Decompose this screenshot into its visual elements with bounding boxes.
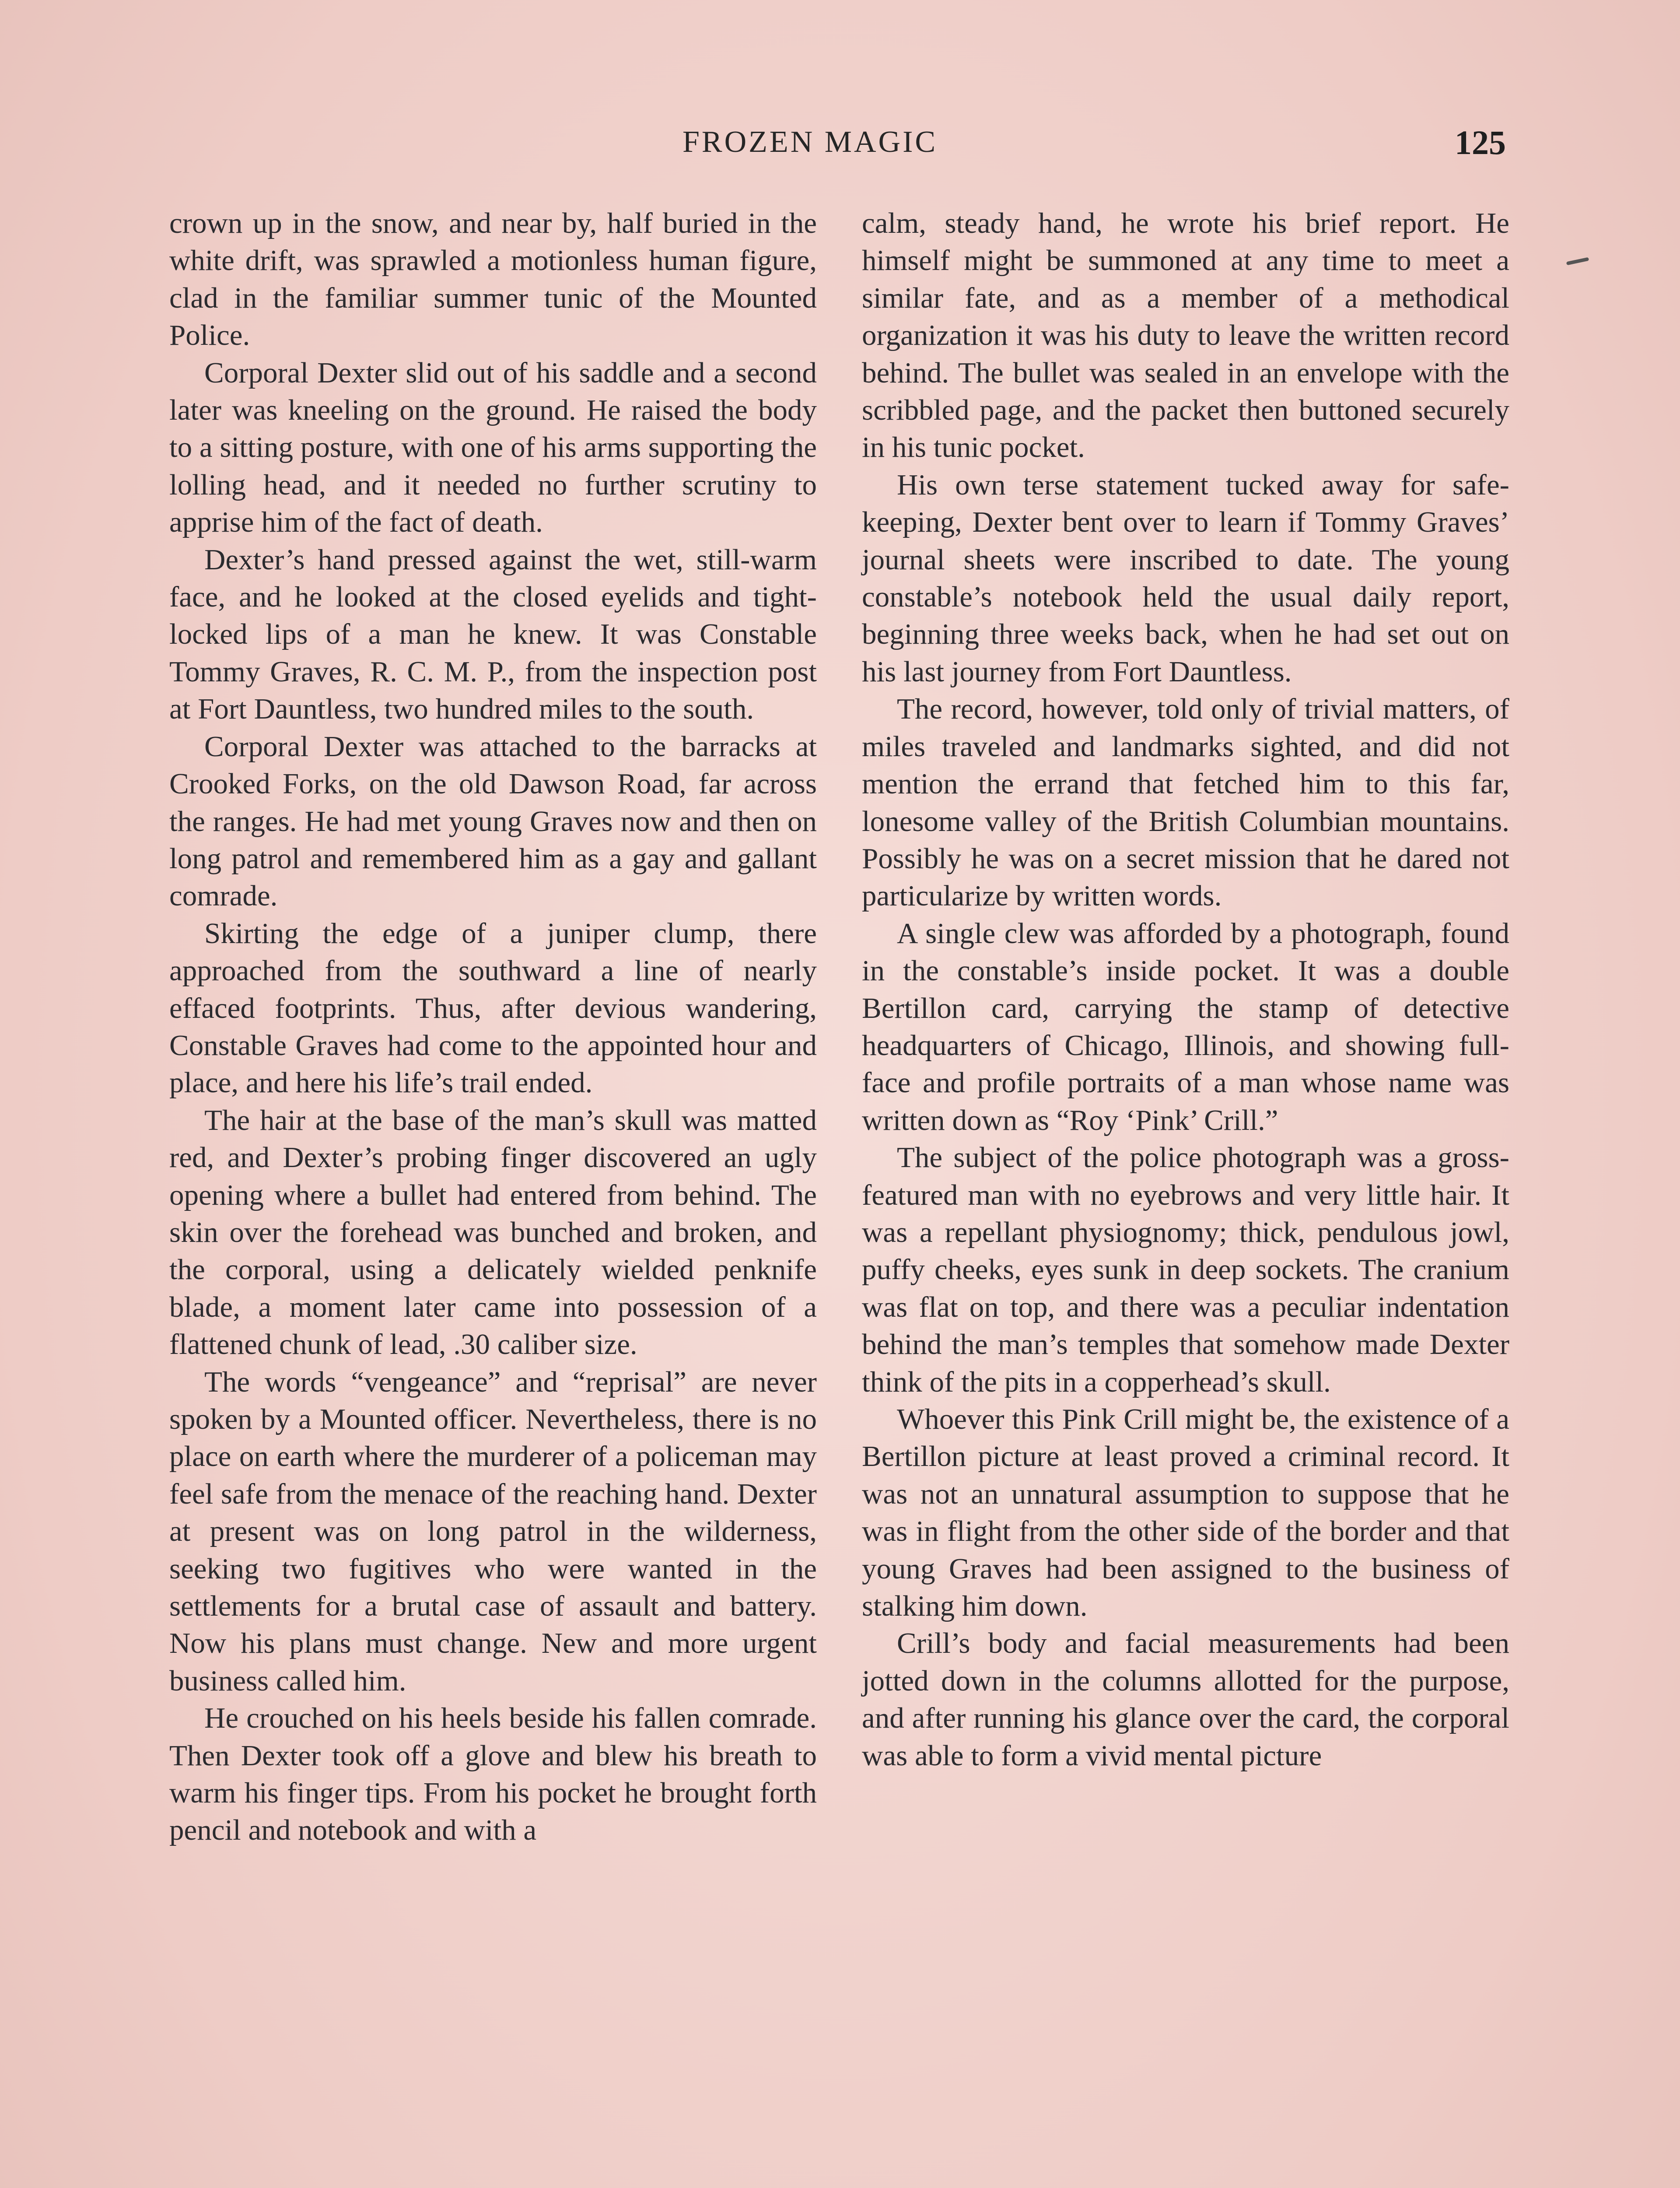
page-header <box>0 125 1680 177</box>
paragraph: He crouched on his heels beside his fallen comrade. Then Dexter took off a glove and blew his breath to warm his finger tips. From his pocket he brought forth pencil and notebook and with a <box>169 1702 817 1847</box>
paragraph: The subject of the police photograph was a gross-featured man with no eyebrows and very little hair. It was a repellant physiognomy; thick, pendulous jowl, puffy cheeks, eyes sunk in deep sockets. The cranium was flat on top, and there was a peculiar indentation behind the man’s temples that somehow made Dexter think of the pits in a copperhead’s skull. <box>862 1141 1509 1398</box>
paragraph: The record, however, told only of trivial matters, of miles traveled and landmarks sighted, and did not mention the errand that fetched him to this far, lonesome valley of the British Columbian mountains. Possibly he was on a secret mission that he dared not particularize by written words. <box>862 693 1509 912</box>
paragraph: Skirting the edge of a juniper clump, there approached from the southward a line of nearly effaced footprints. Thus, after devious wandering, Constable Graves had come to the appointed hour and place, and here his life’s trail ended. <box>169 917 817 1099</box>
paragraph: crown up in the snow, and near by, half buried in the white drift, was sprawled a motionless human figure, clad in the familiar summer tunic of the Mounted Police. <box>169 207 817 352</box>
paragraph: Crill’s body and facial measurements had been jotted down in the columns allotted for the purpose, and after running his glance over the card, the corporal was able to form a vivid mental picture <box>862 1627 1509 1772</box>
paragraph: Corporal Dexter slid out of his saddle and a second later was kneeling on the ground. He raised the body to a sitting posture, with one of his arms supporting the lolling head, and it needed no further scrutiny to apprise him of the fact of death. <box>169 356 817 539</box>
running-title: FROZEN MAGIC <box>682 125 938 159</box>
left-column <box>169 205 817 1849</box>
paragraph: A single clew was afforded by a photograph, found in the constable’s inside pocket. It was a double Bertillon card, carrying the stamp of detective headquarters of Chicago, Illinois, and showing full-face and profile portraits of a man whose name was written down as “Roy ‘Pink’ Crill.” <box>862 917 1509 1136</box>
page-number: 125 <box>1455 123 1506 161</box>
paragraph: Whoever this Pink Crill might be, the existence of a Bertillon picture at least proved a criminal record. It was not an unnatural assumption to suppose that he was in flight from the other side of the border and that young Graves had been assigned to the business of stalking him down. <box>862 1403 1509 1623</box>
paragraph: The hair at the base of the man’s skull was matted red, and Dexter’s probing finger discovered an ugly opening where a bullet had entered from behind. The skin over the forehead was bunched and broken, and the corporal, using a delicately wielded penknife blade, a moment later came into possession of a flattened chunk of lead, .30 caliber size. <box>169 1104 817 1361</box>
right-column <box>862 205 1509 1774</box>
paragraph: Corporal Dexter was attached to the barracks at Crooked Forks, on the old Dawson Road, far across the ranges. He had met young Graves now and then on long patrol and remembered him as a gay and gallant comrade. <box>169 730 817 912</box>
paragraph: Dexter’s hand pressed against the wet, still-warm face, and he looked at the closed eyelids and tight-locked lips of a man he knew. It was Constable Tommy Graves, R. C. M. P., from the inspection post at Fort Dauntless, two hundred miles to the south. <box>169 543 817 726</box>
paragraph: calm, steady hand, he wrote his brief report. He himself might be summoned at any time to meet a similar fate, and as a member of a methodical organization it was his duty to leave the written record behind. The bullet was sealed in an envelope with the scribbled page, and the packet then buttoned securely in his tunic pocket. <box>862 207 1509 464</box>
ink-mark <box>1566 257 1589 266</box>
paragraph: His own terse statement tucked away for safe-keeping, Dexter bent over to learn if Tommy Graves’ journal sheets were inscribed to date. The young constable’s notebook held the usual daily report, beginning three weeks back, when he had set out on his last journey from Fort Dauntless. <box>862 468 1509 688</box>
paragraph: The words “vengeance” and “reprisal” are never spoken by a Mounted officer. Nevertheless, there is no place on earth where the murderer of a policeman may feel safe from the menace of the reaching hand. Dexter at present was on long patrol in the wilderness, seeking two fugitives who were wanted in the settlements for a brutal case of assault and battery. Now his plans must change. New and more urgent business called him. <box>169 1365 817 1697</box>
